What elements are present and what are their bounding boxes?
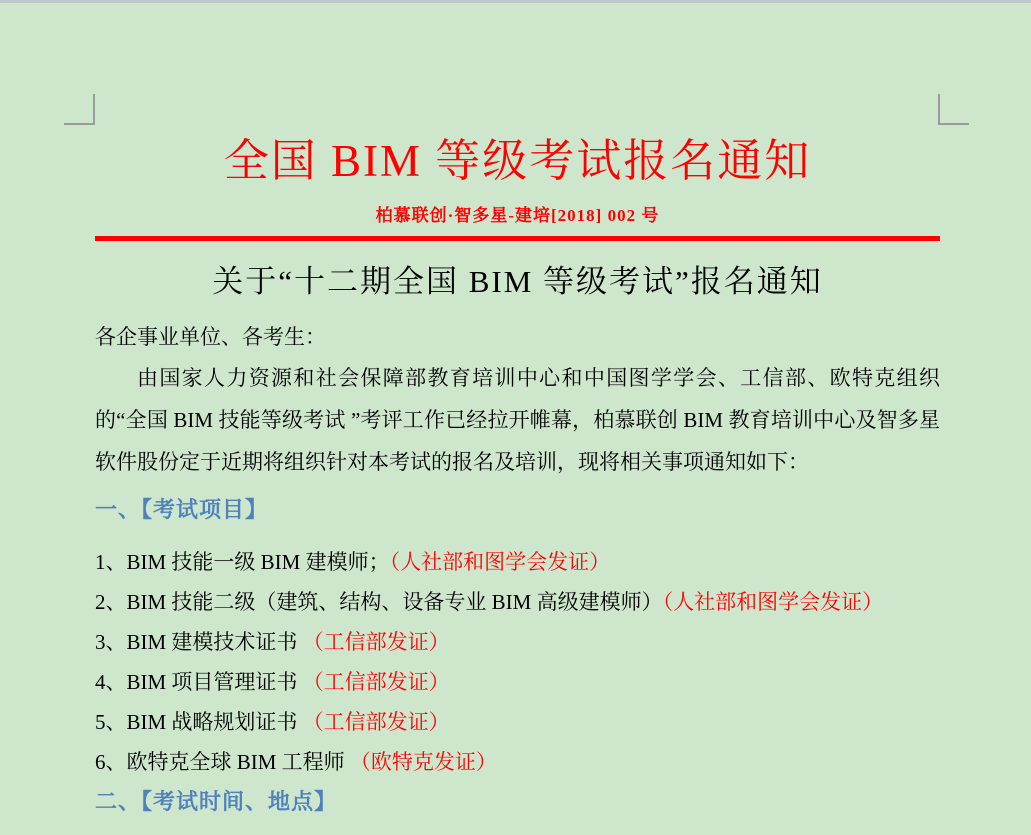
exam-item-label: 6、欧特克全球 BIM 工程师: [95, 750, 350, 774]
document-subtitle: 关于“十二期全国 BIM 等级考试”报名通知: [212, 264, 823, 299]
exam-item-label: 4、BIM 项目管理证书: [95, 670, 303, 694]
exam-item: [95, 628, 940, 656]
exam-item-label: 2、BIM 技能二级（建筑、结构、设备专业 BIM 高级建模师）: [95, 590, 663, 614]
document-number: 柏慕联创·智多星-建培[2018] 002 号: [375, 206, 660, 225]
exam-item: [95, 748, 940, 776]
exam-item-label: 3、BIM 建模技术证书: [95, 630, 303, 654]
exam-item-cert: （人社部和图学会发证）: [662, 590, 884, 614]
exam-item: [95, 548, 940, 576]
greeting-line: 各企事业单位、各考生：: [95, 325, 326, 349]
margin-corner-mark-right: [938, 94, 969, 125]
red-divider-rule: [95, 236, 940, 241]
exam-item-label: 5、BIM 战略规划证书: [95, 710, 303, 734]
exam-item-cert: （工信部发证）: [302, 710, 450, 734]
exam-item: [95, 708, 940, 736]
section-heading-exam-projects: 一、【考试项目】: [95, 497, 269, 522]
section-heading-exam-time-place: 二、【考试时间、地点】: [95, 789, 338, 814]
document-canvas[interactable]: [95, 0, 940, 816]
exam-item-cert: （欧特克发证）: [349, 750, 497, 774]
exam-item: [95, 668, 940, 696]
exam-item: [95, 588, 940, 616]
margin-corner-mark-left: [64, 94, 95, 125]
exam-item-cert: （工信部发证）: [302, 670, 450, 694]
document-title: 全国 BIM 等级考试报名通知: [223, 136, 812, 186]
exam-item-label: 1、BIM 技能一级 BIM 建模师；: [95, 550, 390, 574]
exam-item-cert: （人社部和图学会发证）: [389, 550, 611, 574]
intro-paragraph: 由国家人力资源和社会保障部教育培训中心和中国图学学会、工信部、欧特克组织的“全国 BIM 技能等级考试 ”考评工作已经拉开帷幕，柏慕联创 BIM 教育培训中心及智多星软件股份定于近期将组织针对本考试的报名及培训，现将相关事项通知如下：: [95, 366, 940, 474]
exam-item-list: [95, 548, 940, 776]
exam-item-cert: （工信部发证）: [302, 630, 450, 654]
